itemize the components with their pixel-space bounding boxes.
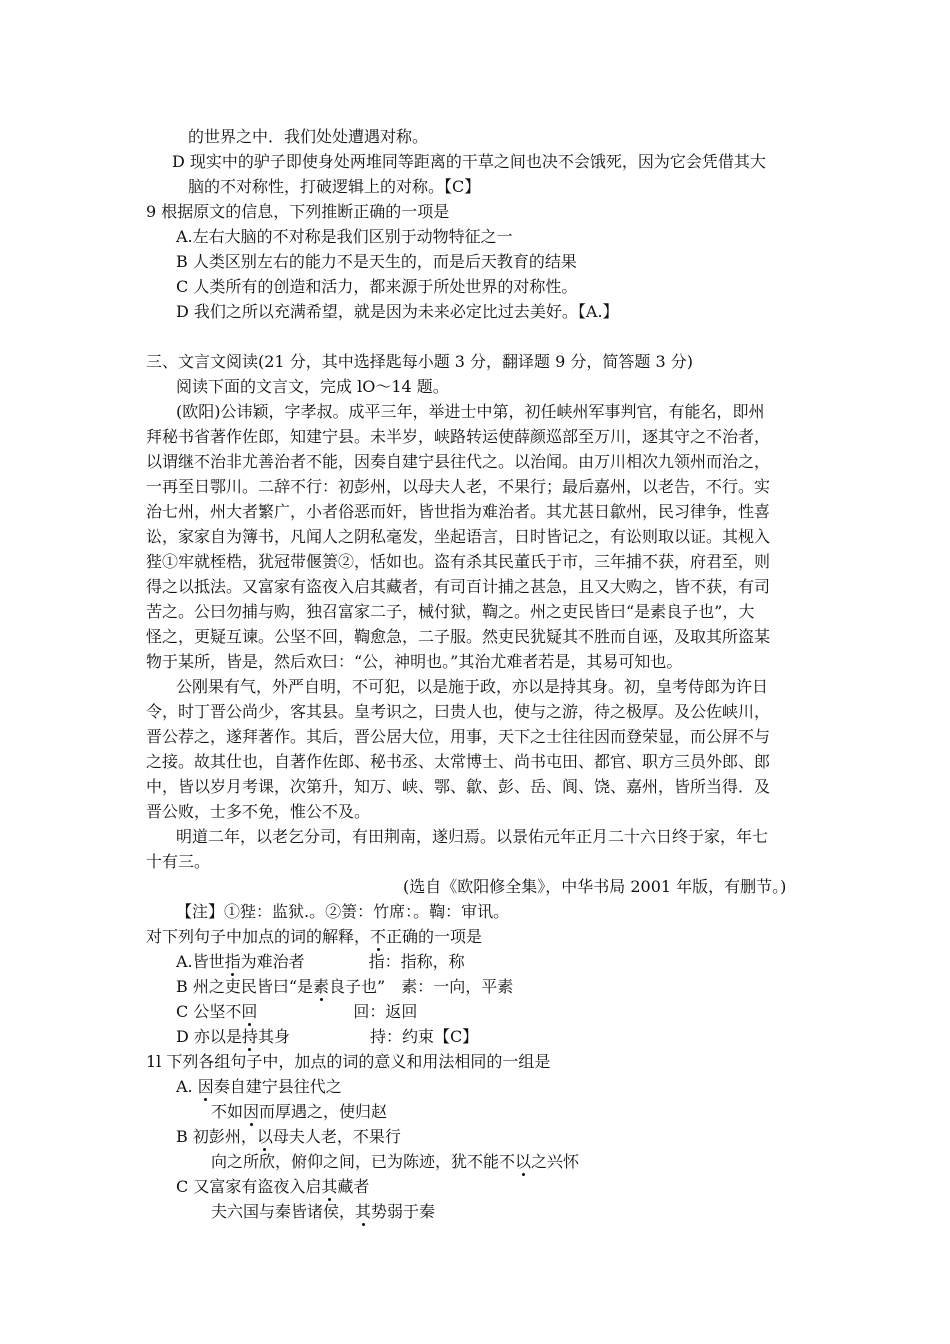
text-segment: D 亦以是 [176,1027,242,1046]
text-segment: B 州之吏民皆曰“是 [176,977,314,996]
text-line: 以谓继不治非尤善治者不能，因奏自建宁县往代之。以治闻。由万川相次九领州而治之， [146,452,771,471]
text-line [176,1126,401,1148]
text-line: 一再至日鄂川。二辞不行：初彭州，以母夫人老，不果行；最后嘉州，以老告，不行。实 [146,477,771,496]
text-segment: C 又富家有盗夜入启 [176,1177,322,1196]
text-line [146,926,482,948]
text-line: 的世界之中．我们处处遭遇对称。 [188,127,429,146]
text-line: 1l 下列各组句子中，加点的词的意义和用法相同的一组是 [146,1052,551,1071]
text-segment: A.皆世 [176,952,225,971]
text-line: C 人类所有的创造和活力，都来源于所处世界的对称性。 [176,277,578,296]
emphasized-character: 指 [224,952,241,971]
text-segment: 正确的一项是 [386,927,483,946]
text-line: 中，皆以岁月考课，次第升，知万、峡、鄂、歙、彭、岳、阆、饶、嘉州，皆所当得．及 [146,777,771,796]
emphasized-character: 不 [370,927,387,946]
text-segment: C 公坚不 [176,1002,242,1021]
text-line: 三、文言文阅读(21 分，其中选择匙每小题 3 分，翻译题 9 分，简答题 3 分) [146,352,693,371]
emphasized-character: 因 [243,1102,260,1121]
text-line: 令，时丁晋公尚少，客其县。皇考识之，曰贵人也，使与之游，待之极厚。及公佐峡川， [146,702,771,721]
emphasized-character: 素 [313,977,330,996]
text-segment: 奏自建宁县往代之 [213,1077,342,1096]
text-segment: 良子也” 素：一向，平素 [329,977,514,996]
text-line: (欧阳)公讳颖，字孝叔。成平三年，举进士中第，初任峡州军事判官，有能名，即州 [176,402,765,421]
text-line [176,951,465,973]
text-segment: 母夫人老，不果行 [272,1127,401,1146]
text-line: 讼，家家自为簿书，凡闻人之阴私毫发，坐起语言，日时皆记之，有讼则取以证。其枧入 [146,527,771,546]
text-line [176,1076,342,1098]
text-line: 阅读下面的文言文，完成 lO～14 题。 [176,377,449,396]
emphasized-character: 持 [241,1027,258,1046]
text-line: 之接。故其仕也，自著作佐郎、秘书丞、太常博士、尚书屯田、都官、职方三员外郎、郎 [146,752,771,771]
text-line: 十有三。 [146,852,211,871]
text-segment: 对下列句子中加点的词的解释， [146,927,371,946]
text-segment: 其身 持：约束【C】 [257,1027,479,1046]
text-line: 狴①牢就桎梏，犹冠带偃箦②，恬如也。盗有杀其民董氏于市，三年捕不获，府君至，则 [146,552,771,571]
text-line: 苦之。公曰勿捕与购，独召富家二子，械付狱，鞫之。州之吏民皆曰“是素良子也”，大 [146,602,755,621]
text-line: 公刚果有气，外严自明，不可犯，以是施于政，亦以是持其身。初，皇考侍郎为许日 [176,677,769,696]
text-line: 晋公荐之，遂拜著作。其后，晋公居大位，用事，天下之士往往因而登荣显，而公屏不与 [146,727,771,746]
text-segment: 而厚遇之，使归赵 [259,1102,388,1121]
text-line: A.左右大脑的不对称是我们区别于动物特征之一 [176,227,513,246]
text-segment: A. [176,1077,198,1096]
text-line: 晋公败，士多不免，惟公不及。 [146,802,371,821]
text-line: 拜秘书省著作佐郎，知建宁县。未半岁，峡路转运使薛颜巡部至万川，逐其守之不治者， [146,427,771,446]
text-line [176,1176,369,1198]
emphasized-character: 以 [515,1152,532,1171]
text-line: 怪之，更疑互谏。公坚不回，鞫愈急，二子服。然吏民犹疑其不胜而自诬，及取其所盗某 [146,627,771,646]
text-segment: 夫六国与秦皆诸侯， [211,1202,356,1221]
text-line: 明道二年，以老乞分司，有田荆南，遂归焉。以景佑元年正月二十六日终于家，年七 [176,827,769,846]
text-segment: 之兴怀 [531,1152,580,1171]
emphasized-character: 其 [321,1177,338,1196]
text-line [176,1026,478,1048]
text-segment: 回：返回 [257,1002,418,1021]
text-segment: 向之所欣，俯仰之间，已为陈迹，犹不能不 [211,1152,516,1171]
text-line [211,1201,435,1223]
text-line: D 我们之所以充满希望，就是因为未来必定比过去美好。【A.】 [176,302,619,321]
text-line: 脑的不对称性，打破逻辑上的对称。【C】 [188,177,481,196]
text-line: (选自《欧阳修全集》，中华书局 2001 年版，有删节。) [403,877,787,896]
text-line [211,1151,579,1173]
emphasized-character: 因 [197,1077,214,1096]
text-line [176,976,513,998]
text-line: 9 根据原文的信息，下列推断正确的一项是 [146,202,450,221]
text-segment: B 初彭州， [176,1127,257,1146]
emphasized-character: 以 [256,1127,273,1146]
text-line [211,1101,387,1123]
text-line: B 人类区别左右的能力不是天生的，而是后天教育的结果 [176,252,577,271]
text-line: D 现实中的驴子即使身处两堆同等距离的干草之间也决不会饿死，因为它会凭借其大 [172,152,766,171]
text-segment: 藏者 [337,1177,370,1196]
text-line: 得之以抵法。又富家有盗夜入启其藏者，有司百计捕之甚急，且又大购之，皆不获，有司 [146,577,771,596]
text-line: 【注】①狴：监狱.。②箦：竹席：。鞫：审讯。 [176,902,510,921]
text-line: 治七州，州大者繁广，小者俗恶而奸，皆世指为难治者。其尤甚日歙州，民习律争，性喜 [146,502,771,521]
text-line [176,1001,417,1023]
emphasized-character: 回 [241,1002,258,1021]
text-segment: 势弱于秦 [371,1202,436,1221]
text-segment: 为难治者 指：指称，称 [240,952,465,971]
emphasized-character: 其 [355,1202,372,1221]
text-line: 物于某所，皆是，然后欢曰：“公，神明也。”其治尤难者若是，其易可知也。 [146,652,683,671]
text-segment: 不如 [211,1102,244,1121]
